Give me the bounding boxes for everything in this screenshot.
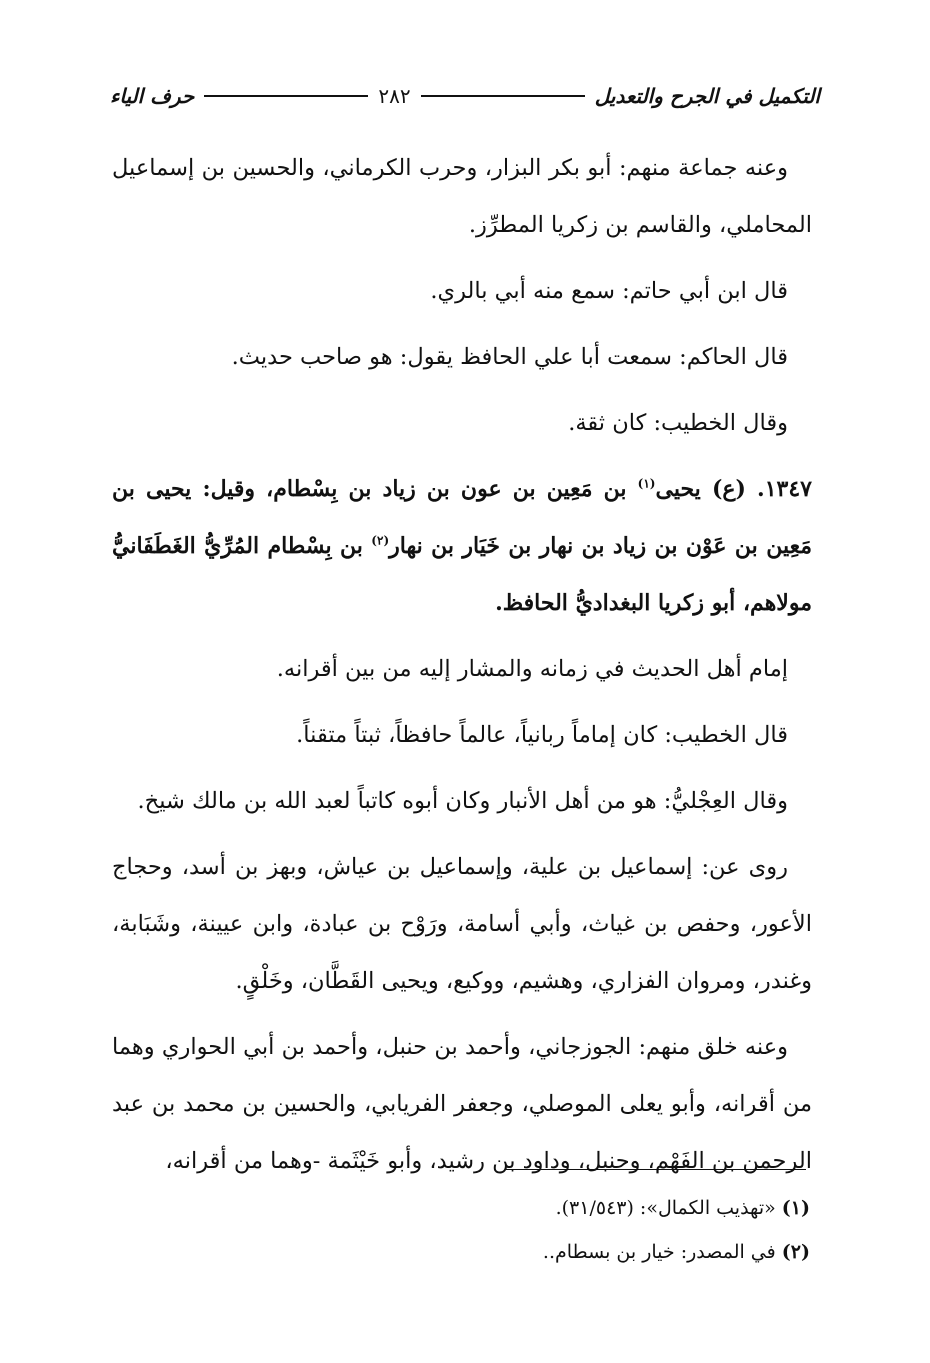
header-page-number: ٢٨٢ <box>378 84 411 108</box>
running-header <box>110 78 820 114</box>
header-dash <box>421 95 585 97</box>
paragraph: قال الخطيب: كان إماماً ربانياً، عالماً حافظاً، ثبتاً متقناً. <box>296 722 788 748</box>
paragraph: قال الحاكم: سمعت أبا علي الحافظ يقول: هو صاحب حديث. <box>231 344 788 370</box>
entry-name-part: بن بِسْطام المُرِّيُّ الغَطَفَانيُّ مولاهم، أبو زكريا البغداديُّ الحافظ. <box>112 533 812 616</box>
entry-name-part: بن مَعِين بن عون بن زياد بن بِسْطام، وقيل: يحيى بن مَعِين بن عَوْن بن زياد بن نهار بن خَيَار بن نهار <box>112 476 812 559</box>
header-dash <box>204 95 368 97</box>
main-text <box>112 140 812 1199</box>
paragraph: روى عن: إسماعيل بن علية، وإسماعيل بن عياش، وبهز بن أسد، وحجاج الأعور، وحفص بن غياث، وأبي أسامة، ورَوْح بن عبادة، وابن عيينة، وشَبَابة، وغندر، ومروان الفزاري، وهشيم، ووكيع، ويحيى القَطَّان، وخَلْقٍ. <box>112 854 812 994</box>
header-book-title: التكميل في الجرح والتعديل <box>594 84 820 108</box>
entry-number: ١٣٤٧. <box>757 476 812 502</box>
paragraph: قال ابن أبي حاتم: سمع منه أبي بالري. <box>430 278 788 304</box>
paragraph: إمام أهل الحديث في زمانه والمشار إليه من بين أقرانه. <box>276 656 788 682</box>
footnote-marker: (٢) <box>371 533 390 548</box>
header-section-letter: حرف الياء <box>109 84 195 108</box>
paragraph: وعنه جماعة منهم: أبو بكر البزار، وحرب الكرماني، والحسين بن إسماعيل المحاملي، والقاسم بن زكريا المطرِّز. <box>112 155 812 238</box>
footnote-divider <box>506 1169 806 1170</box>
biography-entry-heading <box>112 461 812 632</box>
footnotes <box>112 1186 810 1274</box>
footnote-number: (١) <box>781 1197 810 1219</box>
footnote-text: «تهذيب الكمال»: (٣١/٥٤٣). <box>555 1197 776 1219</box>
paragraph: وعنه خلق منهم: الجوزجاني، وأحمد بن حنبل، وأحمد بن أبي الحواري وهما من أقرانه، وأبو يعلى الموصلي، وجعفر الفريابي، والحسين بن محمد بن عبد الرحمن بن الفَهْم، وحنبل، وداود بن رشيد، وأبو خَيْثَمة -وهما من أقرانه، <box>112 1034 812 1174</box>
entry-code: (ع) <box>711 476 746 502</box>
paragraph: وقال العِجْليُّ: هو من أهل الأنبار وكان أبوه كاتباً لعبد الله بن مالك شيخ. <box>137 788 788 814</box>
footnote <box>112 1186 810 1230</box>
footnote-number: (٢) <box>781 1241 810 1263</box>
footnote <box>112 1230 810 1274</box>
footnote-text: في المصدر: خيار بن بسطام.. <box>542 1241 776 1263</box>
footnote-marker: (١) <box>637 476 656 491</box>
paragraph: وقال الخطيب: كان ثقة. <box>568 410 788 436</box>
entry-name-part: يحيى <box>655 476 701 502</box>
